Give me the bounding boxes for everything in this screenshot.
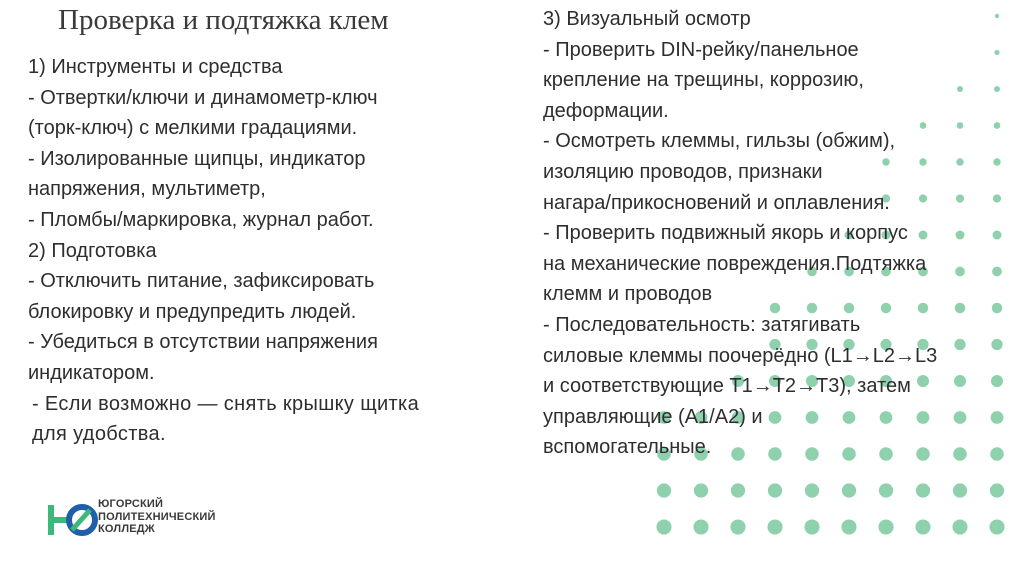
decor-dot [955,267,965,277]
text-line: индикатором. [28,361,155,384]
decor-dot [956,231,965,240]
decor-dot [991,411,1004,424]
text-line: и соответствующие T1→T2→T3), затем [543,375,911,398]
decor-dot [841,519,856,534]
text-line: клемм и проводов [543,283,713,306]
text-line: 3) Визуальный осмотр [543,8,751,30]
text-line: - Отключить питание, зафиксировать [28,270,375,293]
slide-title: Проверка и подтяжка клем [58,4,389,36]
decor-dot [767,519,782,534]
logo-line: КОЛЛЕДЖ [98,523,155,535]
decor-dot [657,483,671,497]
decor-dot [995,14,999,18]
decor-dot [730,519,745,534]
decor-dot [992,303,1002,313]
decor-dot [804,519,819,534]
text-line: силовые клеммы поочерёдно (L1→L2→L3 [543,344,938,367]
text-line: (торк-ключ) с мелкими градациями. [28,117,358,140]
decor-dot [693,519,708,534]
decor-dot [993,231,1002,240]
decor-dot [954,339,965,350]
decor-dot [805,483,819,497]
decor-dot [952,519,967,534]
decor-dot [879,483,893,497]
text-line: на механические повреждения.Подтяжка [543,252,927,275]
decor-dot [993,194,1001,202]
text-line: крепление на трещины, коррозию, [543,69,864,92]
decor-dot [991,375,1003,387]
decor-dot [656,519,671,534]
logo-line: ПОЛИТЕХНИЧЕСКИЙ [98,510,216,523]
text-line: деформации. [543,99,669,122]
text-line: - Отвертки/ключи и динамометр-ключ [28,86,378,109]
decor-dot [953,447,967,461]
text-line: напряжения, мультиметр, [28,178,266,201]
decor-dot [992,267,1002,277]
decor-dot [953,483,967,497]
text-line: - Изолированные щипцы, индикатор [28,147,366,170]
decor-dot [989,519,1004,534]
decor-dot [957,86,963,92]
decor-dot [994,50,999,55]
text-line: - Проверить DIN-рейку/панельное [543,38,859,61]
decor-dot [955,303,965,313]
text-line: - Последовательность: затягивать [543,313,861,336]
decor-dot [956,158,963,165]
decor-dot [768,483,782,497]
text-line: блокировку и предупредить людей. [28,300,357,323]
text-line: для удобства. [32,423,166,446]
text-line: - Если возможно — снять крышку щитка [32,392,420,415]
text-line: управляющие (A1/A2) и [543,405,763,428]
text-line: - Убедиться в отсутствии напряжения [28,331,378,354]
decor-dot [956,194,964,202]
text-line: 1) Инструменты и средства [28,56,283,78]
text-line: - Осмотреть клеммы, гильзы (обжим), [543,130,896,153]
decor-dot [990,447,1004,461]
decor-dot [731,483,745,497]
decor-dot [994,122,1001,129]
decor-dot [957,122,964,129]
right-text-column [543,4,937,463]
college-logo-text [98,498,216,536]
decor-dot [842,483,856,497]
text-line: изоляцию проводов, признаки [543,160,823,183]
text-line: вспомогательные. [543,436,712,459]
decor-dot [994,86,1000,92]
decor-dot [915,519,930,534]
decor-dot [694,483,708,497]
decor-dot [990,483,1004,497]
decor-dot [954,375,966,387]
decor-dot [991,339,1002,350]
decor-dot [878,519,893,534]
decor-dot [954,411,967,424]
text-line: - Пломбы/маркировка, журнал работ. [28,208,374,231]
decor-dot [916,483,930,497]
left-text-column [28,52,419,450]
text-line: нагара/прикосновений и оплавления. [543,191,890,214]
logo-line: ЮГОРСКИЙ [98,498,164,510]
decor-dot [993,158,1000,165]
text-line: - Проверить подвижный якорь и корпус [543,222,908,245]
text-line: 2) Подготовка [28,239,157,262]
